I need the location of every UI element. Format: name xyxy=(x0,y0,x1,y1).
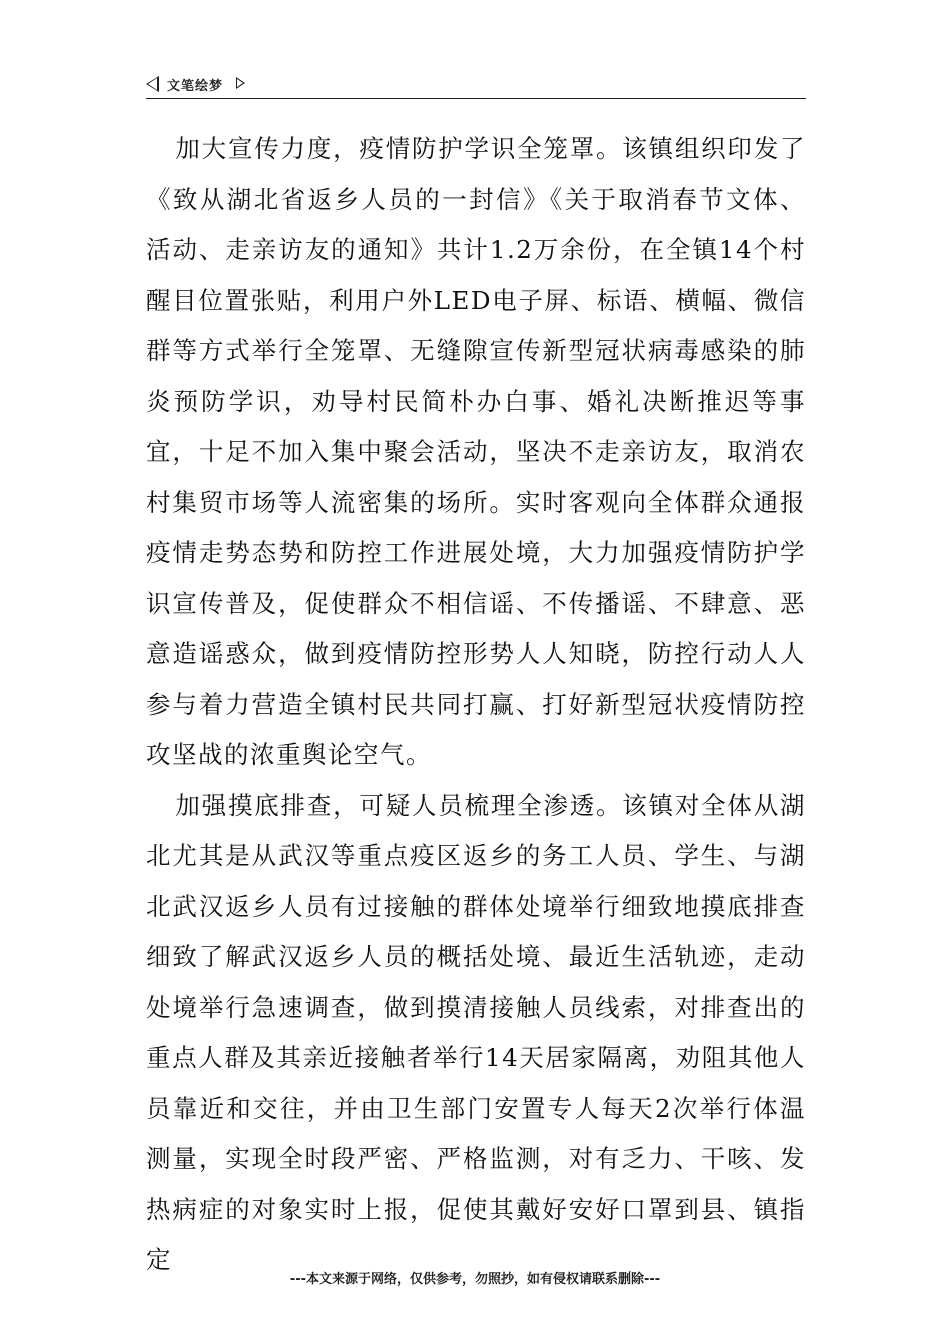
triangle-right-icon xyxy=(236,77,245,89)
triangle-left-icon xyxy=(146,76,159,92)
footer-disclaimer: ---本文来源于网络，仅供参考，勿照抄，如有侵权请联系删除--- xyxy=(289,1272,661,1287)
paragraph-publicity: 加大宣传力度，疫情防护学识全笼罩。该镇组织印发了《致从湖北省返乡人员的一封信》《关于取消春节文体、活动、走亲访友的通知》共计1.2万余份，在全镇14个村醒目位置张贴，利用户外LED电子屏、标语、横幅、微信群等方式举行全笼罩、无缝隙宣传新型冠状病毒感染的肺炎预防学识，劝导村民简朴办白事、婚礼决断推迟等事宜，十足不加入集中聚会活动，坚决不走亲访友，取消农村集贸市场等人流密集的场所。实时客观向全体群众通报疫情走势态势和防控工作进展处境，大力加强疫情防护学识宣传普及，促使群众不相信谣、不传播谣、不肆意、恶意造谣惑众，做到疫情防控形势人人知晓，防控行动人人参与着力营造全镇村民共同打赢、打好新型冠状疫情防控攻坚战的浓重舆论空气。 xyxy=(146,134,806,769)
header-title: 文笔绘梦 xyxy=(167,79,224,94)
paragraph-screening: 加强摸底排查，可疑人员梳理全渗透。该镇对全体从湖北尤其是从武汉等重点疫区返乡的务工人员、学生、与湖北武汉返乡人员有过接触的群体处境举行细致地摸底排查细致了解武汉返乡人员的概括处境、最近生活轨迹，走动处境举行急速调查，做到摸清接触人员线索，对排查出的重点人群及其亲近接触者举行14天居家隔离，劝阻其他人员靠近和交往，并由卫生部门安置专人每天2次举行体温测量，实现全时段严密、严格监测，对有乏力、干咳、发热病症的对象实时上报，促使其戴好安好口罩到县、镇指定 xyxy=(146,790,806,1274)
page-header xyxy=(146,72,806,99)
document-body xyxy=(146,124,806,1286)
